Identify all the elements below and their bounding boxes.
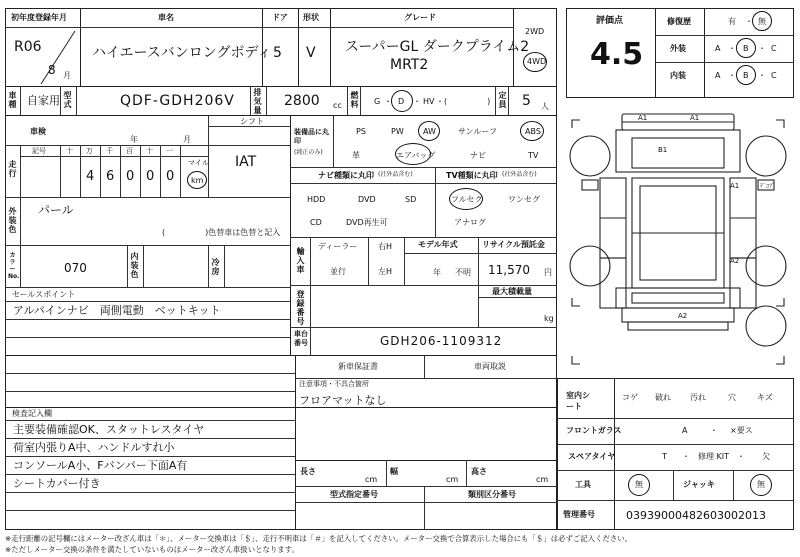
shift-value: IAT bbox=[235, 154, 257, 170]
import-label: 輸入車 bbox=[296, 247, 305, 274]
color-no: 070 bbox=[64, 261, 87, 275]
equip-abs: ABS bbox=[525, 127, 541, 136]
width-label: 幅 bbox=[390, 467, 398, 476]
spare-sep1: ・ bbox=[682, 452, 690, 461]
ext-b: B bbox=[743, 44, 749, 53]
int-sep1: ・ bbox=[728, 71, 736, 80]
manage-label: 管理番号 bbox=[563, 510, 595, 519]
mark-b1: B1 bbox=[658, 146, 668, 154]
interior-color-label: 内装色 bbox=[130, 252, 139, 279]
score-value: 4.5 bbox=[590, 37, 644, 72]
car-body-diagram bbox=[560, 108, 796, 370]
length-cm: cm bbox=[365, 475, 378, 484]
fridge-label: 冷房 bbox=[211, 258, 220, 276]
repair-sep: ・ bbox=[745, 17, 753, 26]
tools-label: 工具 bbox=[575, 480, 591, 489]
ext-c: C bbox=[771, 44, 777, 53]
navi-sub: (社外品含む) bbox=[378, 171, 413, 178]
glass-label: フロントガラス bbox=[566, 426, 622, 435]
navi-sd: SD bbox=[405, 195, 417, 204]
manage-no: 03939000482603002013 bbox=[626, 509, 766, 522]
fuel-hv: HV bbox=[423, 97, 435, 106]
seat-item-1: 破れ bbox=[655, 393, 671, 402]
ext-sep2: ・ bbox=[758, 44, 766, 53]
ext-sep1: ・ bbox=[728, 44, 736, 53]
recycle-value: 11,570 bbox=[488, 263, 530, 277]
repair-no: 無 bbox=[758, 17, 766, 26]
capacity: 5 bbox=[522, 93, 531, 109]
digit-4: 0 bbox=[146, 169, 155, 184]
equip-pw: PW bbox=[391, 127, 404, 136]
color-no-label: カラーNo. bbox=[8, 252, 20, 280]
navi-label: ナビ種類に丸印 bbox=[318, 171, 374, 180]
body-shape: V bbox=[306, 45, 316, 61]
equip-airbag: エアバッグ bbox=[396, 151, 436, 160]
digit-3: 0 bbox=[126, 169, 135, 184]
navi-hdd: HDD bbox=[307, 195, 326, 204]
model-year-unit: 年 bbox=[433, 268, 441, 277]
tv-oneseg: ワンセグ bbox=[508, 195, 540, 204]
cc-unit: cc bbox=[333, 101, 342, 110]
digit-5: 0 bbox=[166, 169, 175, 184]
color-value: パール bbox=[38, 203, 74, 217]
unit-3: 百 bbox=[126, 147, 133, 155]
mark-dent: ﾃﾞｺﾌﾞ bbox=[760, 183, 776, 190]
width-cm: cm bbox=[446, 475, 459, 484]
notes-label: 注意事項・不具合箇所 bbox=[299, 380, 369, 388]
inspector-line-4: シートカバー付き bbox=[13, 477, 101, 490]
jack-value: 無 bbox=[757, 480, 765, 489]
mark-front-a1: A1 bbox=[638, 114, 648, 122]
unit-0: 十 bbox=[66, 147, 73, 155]
shape-label: 形状 bbox=[303, 13, 319, 22]
height-cm: cm bbox=[536, 475, 549, 484]
seat-label: 室内シート bbox=[566, 391, 590, 411]
mark-rear-a2: A2 bbox=[678, 312, 688, 320]
fuel-sep2: ・ bbox=[413, 97, 421, 106]
model-year-label: モデル年式 bbox=[418, 240, 458, 249]
mileage-label: 走行 bbox=[8, 160, 17, 178]
notes-text: フロアマットなし bbox=[299, 394, 387, 407]
spare-kit: 修理 KIT bbox=[698, 452, 730, 461]
color-label: 外装色 bbox=[8, 207, 17, 234]
capacity-label: 定員 bbox=[498, 91, 507, 109]
max-load-kg: kg bbox=[544, 314, 554, 323]
mark-side-a2: A2 bbox=[730, 257, 740, 265]
navi-dvd-play: DVD再生可 bbox=[346, 218, 388, 227]
model: QDF-GDH206V bbox=[120, 93, 235, 109]
equip-navi: ナビ bbox=[470, 151, 486, 160]
navi-dvd: DVD bbox=[358, 195, 376, 204]
equip-aw: AW bbox=[423, 127, 436, 136]
inspection-month: 月 bbox=[183, 135, 191, 144]
mark-side-a1: A1 bbox=[730, 182, 740, 190]
shift-label: シフト bbox=[240, 117, 264, 126]
unit-2: 千 bbox=[106, 147, 113, 155]
manual-label: 車両取説 bbox=[474, 362, 506, 371]
registration-label: 登録番号 bbox=[296, 290, 305, 326]
displacement-label: 排気量 bbox=[253, 88, 262, 115]
repair-label: 修復歴 bbox=[667, 17, 691, 26]
reg-month: 8 bbox=[48, 63, 56, 77]
doors: 5 bbox=[273, 45, 282, 61]
mileage-symbol-label: 記号 bbox=[32, 147, 46, 155]
mile-label: マイル bbox=[188, 159, 209, 167]
glass-a: A bbox=[682, 426, 688, 435]
spare-label: スペアタイヤ bbox=[568, 452, 616, 461]
tv-label: TV種類に丸印 bbox=[446, 171, 498, 180]
digit-1: 4 bbox=[86, 169, 95, 184]
spare-missing: 欠 bbox=[762, 452, 770, 461]
grade-label: グレード bbox=[404, 13, 436, 22]
int-b: B bbox=[743, 71, 749, 80]
tv-analog: アナログ bbox=[454, 218, 486, 227]
max-load-label: 最大積載量 bbox=[492, 287, 532, 296]
jack-label: ジャッキ bbox=[683, 480, 715, 489]
digit-2: 6 bbox=[106, 169, 115, 184]
glass-sep: ・ bbox=[710, 426, 718, 435]
first-reg-label: 初年度登録年月 bbox=[11, 13, 67, 22]
seat-item-4: キズ bbox=[757, 393, 773, 402]
reg-year: R06 bbox=[14, 39, 42, 55]
car-name-label: 車名 bbox=[158, 13, 174, 22]
equip-label: 装備品に丸印 bbox=[294, 128, 329, 145]
fuel-other: ・( ) bbox=[436, 97, 491, 106]
int-a: A bbox=[715, 71, 721, 80]
equip-sunroof: サンルーフ bbox=[458, 127, 497, 136]
door-label: ドア bbox=[272, 13, 288, 22]
height-label: 高さ bbox=[471, 467, 487, 476]
inspector-line-2: 荷室内張りA中、ハンドルすれ小 bbox=[13, 441, 175, 454]
recycle-unit: 円 bbox=[544, 268, 552, 277]
unit-4: 十 bbox=[146, 147, 153, 155]
fuel-g: G bbox=[374, 97, 381, 106]
inspector-line-3: コンソールA小、Fバンパー下面A有 bbox=[13, 459, 188, 472]
equip-sub: (純正のみ) bbox=[294, 149, 323, 156]
person-unit: 人 bbox=[541, 102, 549, 111]
grade-line2: MRT2 bbox=[390, 57, 429, 73]
equip-ps: PS bbox=[356, 127, 366, 136]
fuel-sep: ・ bbox=[384, 97, 392, 106]
ext-a: A bbox=[715, 44, 721, 53]
new-warranty-label: 新車保証書 bbox=[338, 362, 378, 371]
inspection-year: 年 bbox=[130, 135, 138, 144]
car-name: ハイエースバンロングボディ bbox=[92, 45, 272, 61]
color-note: ( )色替車は色替と記入 bbox=[162, 228, 281, 237]
drive-2wd: 2WD bbox=[525, 27, 545, 36]
displacement: 2800 bbox=[284, 93, 320, 109]
int-c: C bbox=[771, 71, 777, 80]
km-label: km bbox=[191, 176, 204, 185]
exterior-label: 外装 bbox=[670, 44, 686, 53]
repair-yes: 有 bbox=[728, 17, 736, 26]
import-parallel: 並行 bbox=[330, 267, 346, 276]
model-year-value: 不明 bbox=[455, 268, 471, 277]
unit-5: 一 bbox=[166, 147, 173, 155]
sales-point-text: アルパインナビ 両側電動 ベットキット bbox=[13, 304, 221, 317]
class-no-label: 類別区分番号 bbox=[468, 490, 516, 499]
inspection-label: 車検 bbox=[30, 127, 46, 136]
inspector-label: 検査記入欄 bbox=[12, 409, 52, 418]
recycle-label: リサイクル預託金 bbox=[482, 240, 545, 249]
import-right-h: 右H bbox=[378, 242, 393, 251]
import-dealer: ディーラー bbox=[318, 242, 358, 251]
unit-1: 万 bbox=[86, 147, 93, 155]
spare-t: T bbox=[662, 452, 667, 461]
tv-sub: (社外品含む) bbox=[502, 171, 537, 178]
navi-cd: CD bbox=[310, 218, 322, 227]
score-label: 評価点 bbox=[596, 16, 624, 26]
usage: 自家用 bbox=[27, 94, 60, 107]
inspector-line-1: 主要装備確認OK、スタットレスタイヤ bbox=[13, 423, 205, 436]
type-no-label: 型式指定番号 bbox=[330, 490, 378, 499]
usage-label: 車種 bbox=[8, 91, 17, 109]
seat-item-0: コゲ bbox=[622, 393, 638, 402]
tv-fullseg: フルセグ bbox=[451, 195, 483, 204]
seat-item-2: 汚れ bbox=[690, 393, 706, 402]
mark-front-a1-right: A1 bbox=[690, 114, 700, 122]
spare-sep2: ・ bbox=[737, 452, 745, 461]
seat-item-3: 穴 bbox=[728, 393, 736, 402]
footer-line-1: ※走行距離の記号欄にはメーター改ざん車は「＊」、メーター交換車は「＄」、走行不明車は「＃」を記入してください。メーター交換で合算表示した場合にも「＄」は必ずご記入ください。 bbox=[5, 534, 633, 543]
fuel-label: 燃料 bbox=[350, 91, 359, 109]
tools-value: 無 bbox=[635, 480, 643, 489]
fuel-d: D bbox=[398, 97, 405, 106]
drive-4wd: 4WD bbox=[527, 57, 547, 66]
chassis-label: 車台番号 bbox=[294, 330, 308, 347]
interior-label: 内装 bbox=[670, 71, 686, 80]
model-label: 型式 bbox=[63, 91, 72, 109]
length-label: 長さ bbox=[300, 467, 316, 476]
grade-line1: スーパーGL ダークプライム2 bbox=[345, 39, 530, 55]
import-left-h: 左H bbox=[378, 267, 393, 276]
chassis-value: GDH206-1109312 bbox=[380, 334, 503, 348]
footer-line-2: ※ただしメーター交換の条件を満たしていないものはメーター改ざん車扱いとなります。 bbox=[5, 545, 299, 554]
glass-x: ×要ス bbox=[730, 426, 753, 435]
equip-leather: 革 bbox=[352, 151, 360, 160]
sales-point-label: セールスポイント bbox=[12, 290, 76, 299]
int-sep2: ・ bbox=[758, 71, 766, 80]
equip-tv: TV bbox=[528, 151, 539, 160]
reg-month-unit: 月 bbox=[63, 71, 71, 80]
